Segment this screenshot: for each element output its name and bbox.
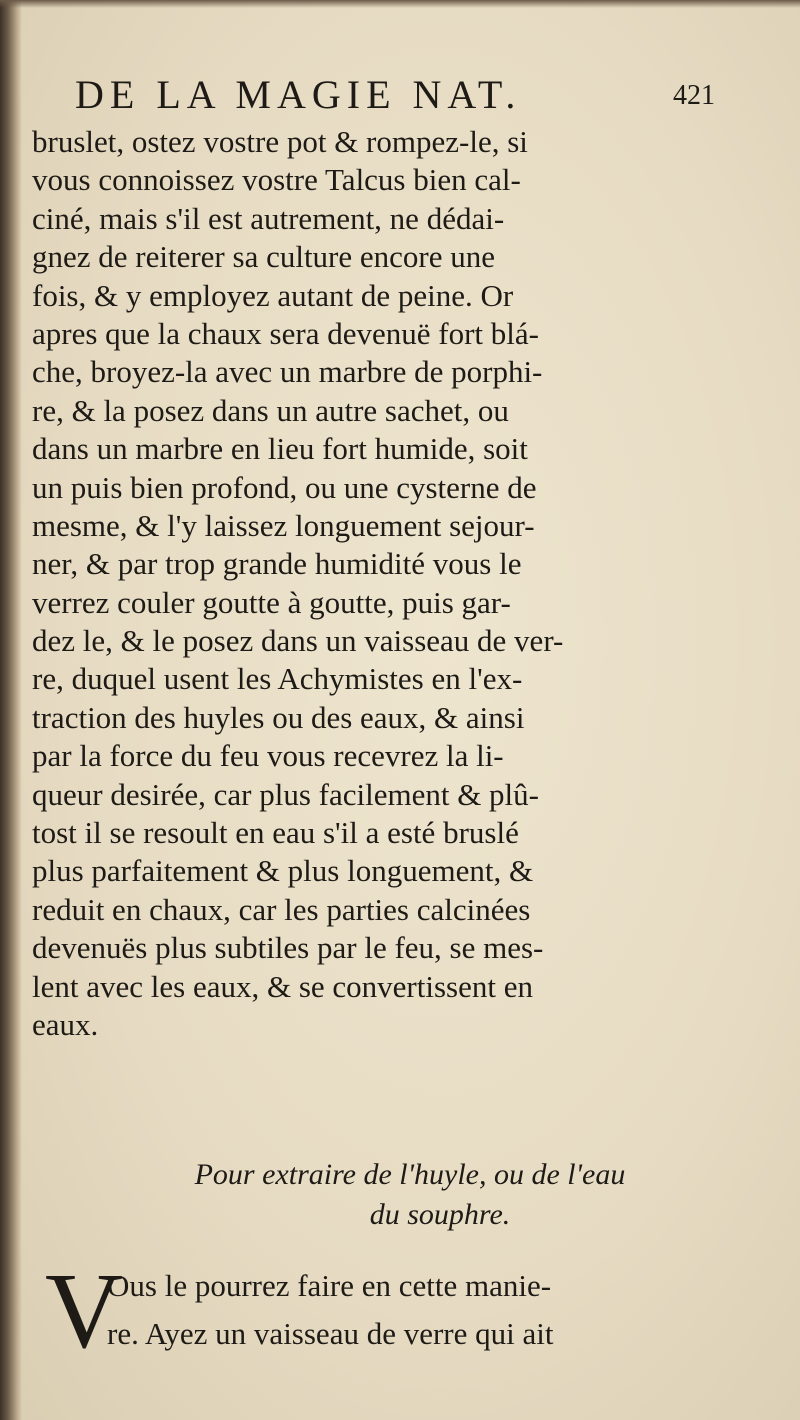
body-text: [32, 123, 712, 1044]
text-line: verrez couler goutte à goutte, puis gar-: [32, 584, 511, 620]
text-line: re, duquel usent les Achymistes en l'ex-: [32, 661, 523, 697]
text-line: traction des huyles ou des eaux, & ainsi: [32, 699, 525, 735]
text-line: plus parfaitement & plus longuement, &: [32, 853, 534, 889]
text-line: lent avec les eaux, & se convertissent en: [32, 968, 533, 1004]
text-line: devenuës plus subtiles par le feu, se mes-: [32, 930, 544, 966]
text-line: Ous le pourrez faire en cette manie-: [107, 1268, 552, 1303]
text-line: queur desirée, car plus facilement & plû-: [32, 776, 539, 812]
text-line: fois, & y employez autant de peine. Or: [32, 277, 514, 313]
text-line: reduit en chaux, car les parties calcinées: [32, 891, 531, 927]
text-line: ner, & par trop grande humidité vous le: [32, 546, 522, 582]
text-line: dans un marbre en lieu fort humide, soit: [32, 431, 528, 467]
text-line: che, broyez-la avec un marbre de porphi-: [32, 354, 543, 390]
text-line: eaux.: [32, 1006, 99, 1042]
text-line: gnez de reiterer sa culture encore une: [32, 239, 496, 275]
text-line: ciné, mais s'il est autrement, ne dédai-: [32, 200, 505, 236]
text-line: mesme, & l'y laissez longuement sejour-: [32, 507, 535, 543]
text-line: par la force du feu vous recevrez la li-: [32, 738, 504, 774]
page-top-edge: [0, 0, 800, 8]
text-line: re. Ayez un vaisseau de verre qui ait: [107, 1316, 554, 1351]
section-heading-line: du souphre.: [369, 1198, 511, 1231]
running-head: DE LA MAGIE NAT.: [75, 72, 522, 117]
section-heading-line: Pour extraire de l'huyle, ou de l'eau: [194, 1158, 626, 1191]
text-line: apres que la chaux sera devenuë fort blá-: [32, 315, 539, 351]
drop-cap: V: [45, 1252, 123, 1371]
text-line: dez le, & le posez dans un vaisseau de ver-: [32, 623, 564, 659]
text-line: tost il se resoult en eau s'il a esté bruslé: [32, 815, 519, 851]
text-line: bruslet, ostez vostre pot & rompez-le, si: [32, 124, 528, 159]
text-line: vous connoissez vostre Talcus bien cal-: [32, 162, 521, 198]
text-line: re, & la posez dans un autre sachet, ou: [32, 392, 509, 428]
page-number: 421: [673, 80, 715, 111]
page-header: [75, 72, 715, 122]
text-line: un puis bien profond, ou une cysterne de: [32, 469, 537, 505]
section-heading: [0, 1155, 800, 1235]
